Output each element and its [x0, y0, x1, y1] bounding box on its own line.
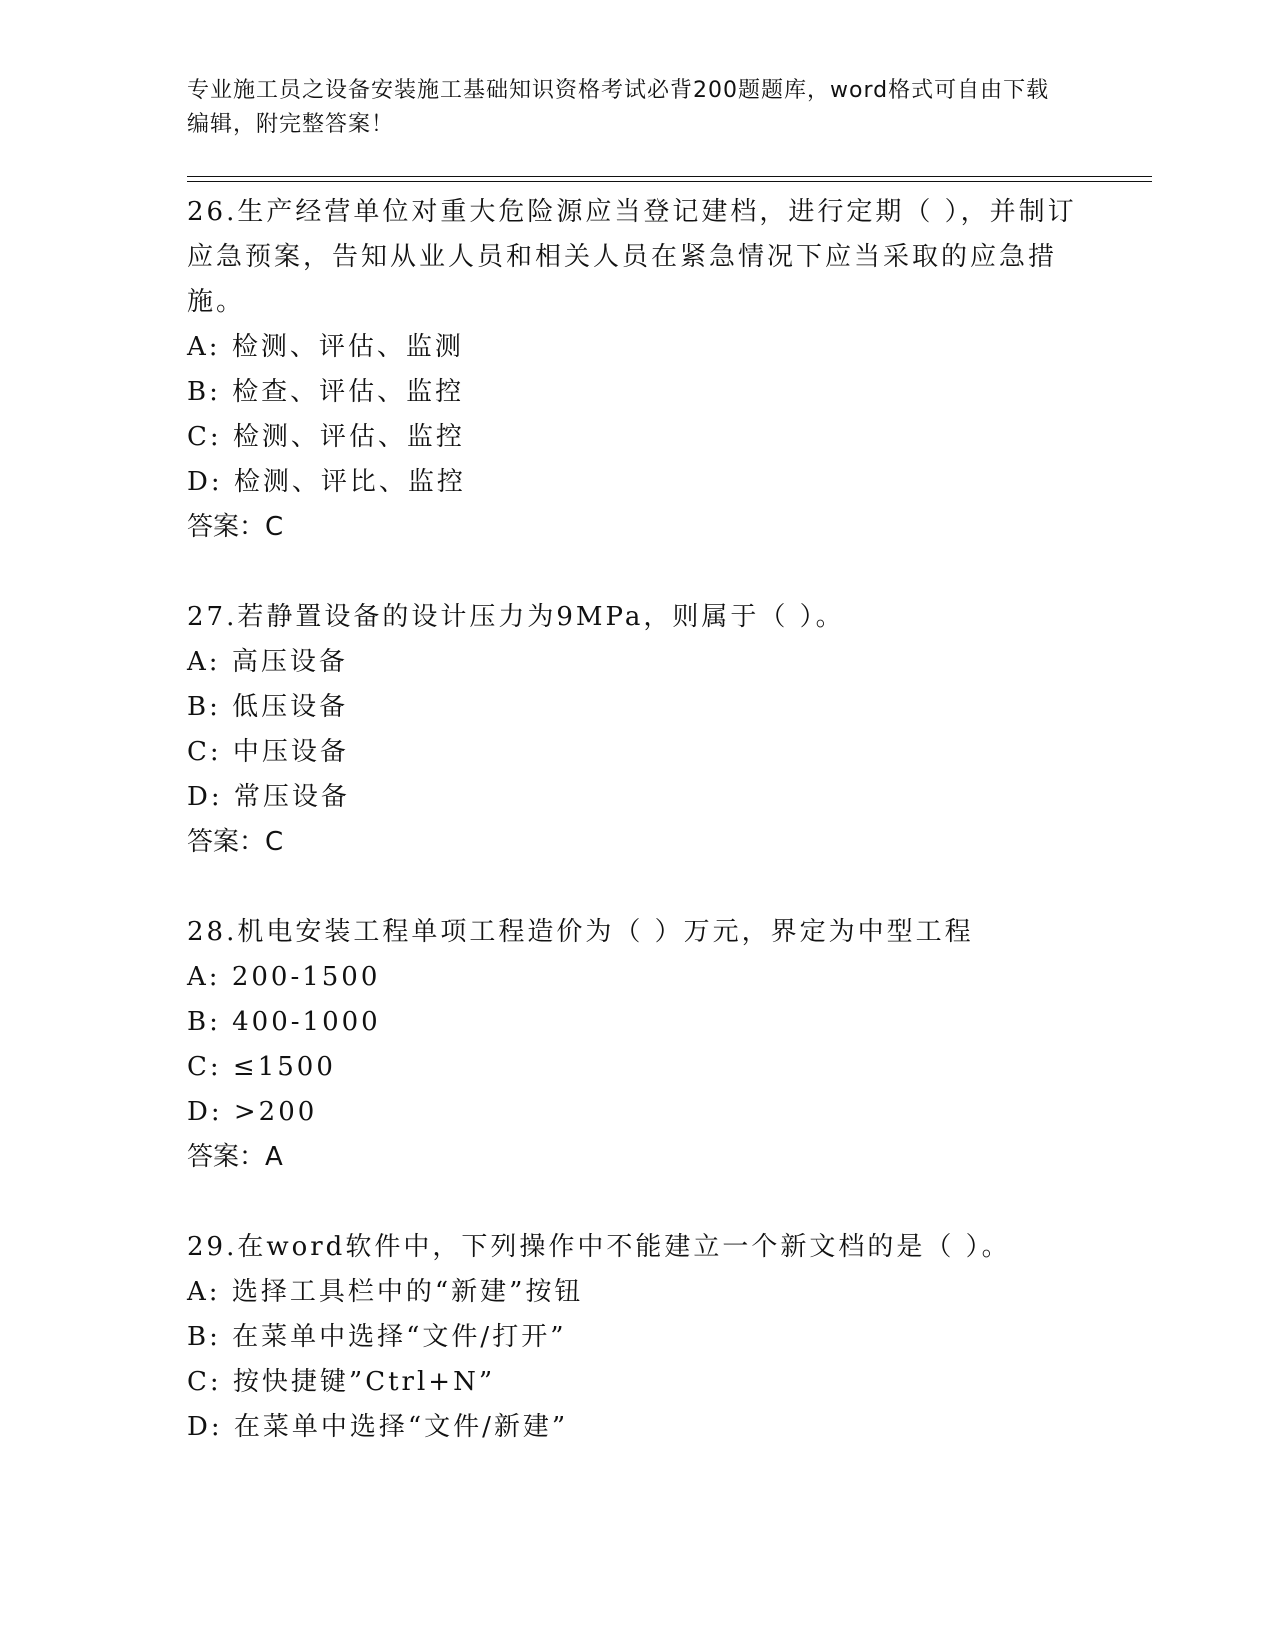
option-letter: D:: [187, 1097, 223, 1127]
option-text: 检查、评估、监控: [232, 377, 465, 407]
option-a: [187, 955, 1087, 1000]
header-rule-bottom: [187, 181, 1152, 182]
option-d: [187, 460, 1087, 505]
option-b: [187, 1315, 1087, 1360]
option-text: 低压设备: [232, 692, 349, 722]
option-letter: D:: [187, 782, 223, 812]
question-28: [187, 910, 1087, 1180]
option-text: 检测、评估、监测: [231, 332, 464, 362]
option-a: [187, 325, 1087, 370]
question-text: 26.生产经营单位对重大危险源应当登记建档，进行定期（ ），并制订应急预案，告知从业人员和相关人员在紧急情况下应当采取的应急措施。: [187, 197, 1077, 317]
option-letter: C:: [187, 422, 222, 452]
header-rule-top: [187, 176, 1152, 177]
option-letter: B:: [187, 692, 221, 722]
answer: 答案：C: [187, 827, 284, 857]
answer: 答案：C: [187, 512, 284, 542]
option-text: ≤1500: [232, 1052, 336, 1082]
option-text: 高压设备: [231, 647, 348, 677]
answer: 答案：A: [187, 1142, 283, 1172]
question-text: 28.机电安装工程单项工程造价为（ ）万元，界定为中型工程: [187, 917, 974, 947]
question-list: [187, 190, 1087, 1495]
option-c: [187, 730, 1087, 775]
option-text: 按快捷键”Ctrl+N”: [232, 1367, 496, 1397]
option-letter: A:: [187, 332, 221, 362]
question-text: 29.在word软件中，下列操作中不能建立一个新文档的是（ ）。: [187, 1232, 1011, 1262]
option-text: 在菜单中选择“文件/新建”: [233, 1412, 569, 1442]
question-27: [187, 595, 1087, 865]
option-text: 在菜单中选择“文件/打开”: [232, 1322, 567, 1352]
option-d: [187, 775, 1087, 820]
question-29: [187, 1225, 1087, 1450]
option-b: [187, 1000, 1087, 1045]
option-c: [187, 1045, 1087, 1090]
option-text: 中压设备: [232, 737, 349, 767]
option-letter: B:: [187, 1007, 221, 1037]
option-text: 检测、评比、监控: [233, 467, 466, 497]
option-letter: C:: [187, 1367, 222, 1397]
option-c: [187, 415, 1087, 460]
option-b: [187, 685, 1087, 730]
option-letter: B:: [187, 1322, 221, 1352]
option-letter: D:: [187, 1412, 223, 1442]
question-26: [187, 190, 1087, 550]
option-letter: C:: [187, 1052, 222, 1082]
option-b: [187, 370, 1087, 415]
question-text: 27.若静置设备的设计压力为9MPa，则属于（ ）。: [187, 602, 845, 632]
option-text: >200: [233, 1097, 318, 1127]
option-letter: D:: [187, 467, 223, 497]
option-text: 选择工具栏中的“新建”按钮: [231, 1277, 584, 1307]
option-text: 400-1000: [232, 1007, 381, 1037]
document-header: 专业施工员之设备安装施工基础知识资格考试必背200题题库，word格式可自由下载编辑，附完整答案！: [187, 78, 1050, 137]
option-letter: A:: [187, 1277, 221, 1307]
option-letter: C:: [187, 737, 222, 767]
option-d: [187, 1405, 1087, 1450]
option-c: [187, 1360, 1087, 1405]
option-letter: A:: [187, 647, 221, 677]
option-text: 检测、评估、监控: [232, 422, 465, 452]
option-a: [187, 1270, 1087, 1315]
option-text: 200-1500: [231, 962, 381, 992]
option-letter: A:: [187, 962, 221, 992]
option-text: 常压设备: [233, 782, 350, 812]
option-d: [187, 1090, 1087, 1135]
option-a: [187, 640, 1087, 685]
option-letter: B:: [187, 377, 221, 407]
